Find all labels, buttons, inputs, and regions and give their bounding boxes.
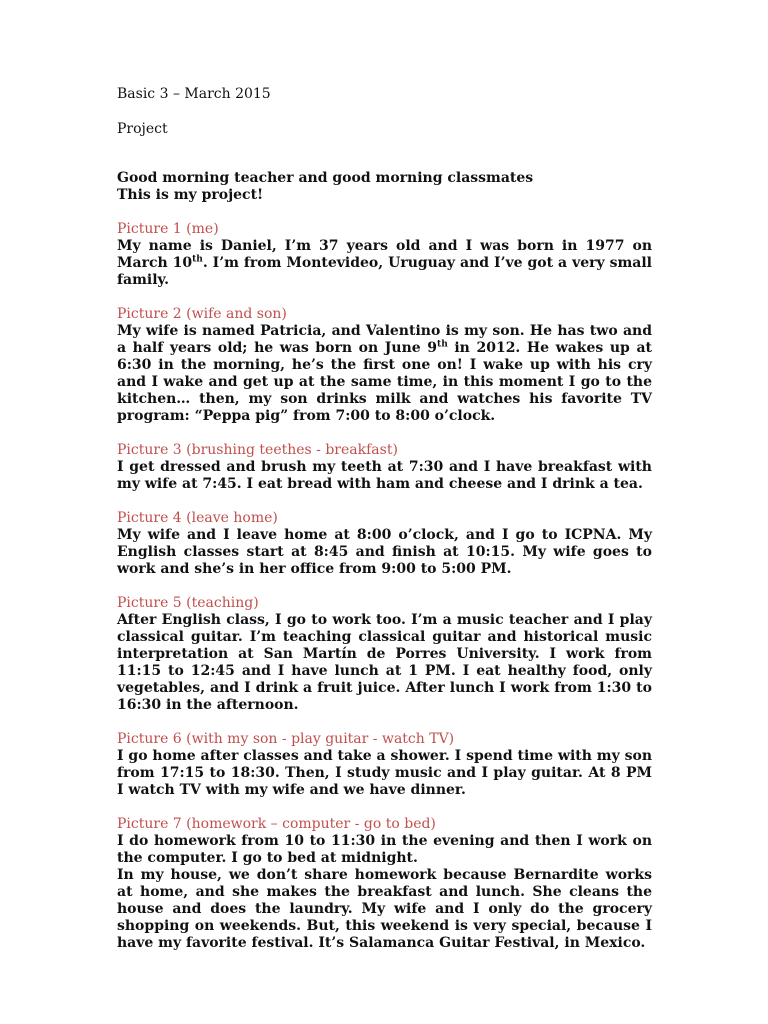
picture-paragraph: I go home after classes and take a shower. I spend time with my son from 17:15 to 18:30. Then, I study music and I play guitar. At 8 PM I watch TV with my wife and we have dinner. [117,748,653,798]
picture-heading: Picture 7 (homework – computer - go to bed) [117,816,436,832]
document-page [117,86,652,952]
picture-paragraph: My wife is named Patricia, and Valentino is my son. He has two and a half years old; he was born on June 9th in 2012. He wakes up at 6:30 in the morning, he’s the first one on! I wake up with his cry and I wake and get up at the same time, in this moment I go to the kitchen… then, my son drinks milk and watches his favorite TV program: “Peppa pig” from 7:00 to 8:00 o’clock. [117,323,652,424]
picture-section-1 [117,221,652,289]
picture-paragraph: After English class, I go to work too. I’m a music teacher and I play classical guitar. I’m teaching classical guitar and historical music interpretation at San Martín de Porres University. I work from 11:15 to 12:45 and I have lunch at 1 PM. I eat healthy food, only vegetables, and I drink a fruit juice. After lunch I work from 1:30 to 16:30 in the afternoon. [117,612,652,713]
course-title: Basic 3 – March 2015 [117,86,271,102]
picture-paragraph: I get dressed and brush my teeth at 7:30 and I have breakfast with my wife at 7:45. I eat bread with ham and cheese and I drink a tea. [117,459,652,492]
picture-heading: Picture 1 (me) [117,221,219,237]
picture-paragraph: I do homework from 10 to 11:30 in the evening and then I work on the computer. I go to bed at midnight. In my house, we don’t share homework because Bernardite works at home, and she makes the breakfast and lunch. She cleans the house and does the laundry. My wife and I only do the grocery shopping on weekends. But, this weekend is very special, because I have my favorite festival. It’s Salamanca Guitar Festival, in Mexico. [117,833,652,951]
picture-section-5 [117,595,652,714]
picture-sections [117,221,652,952]
picture-heading: Picture 2 (wife and son) [117,306,287,322]
picture-heading: Picture 3 (brushing teethes - breakfast) [117,442,398,458]
picture-section-2 [117,306,652,425]
greeting-line-2: This is my project! [117,187,264,203]
picture-heading: Picture 5 (teaching) [117,595,259,611]
picture-paragraph: My name is Daniel, I’m 37 years old and I was born in 1977 on March 10th. I’m from Montevideo, Uruguay and I’ve got a very small family. [117,238,652,288]
project-label: Project [117,121,168,137]
greeting-line-1: Good morning teacher and good morning classmates [117,170,534,186]
picture-heading: Picture 6 (with my son - play guitar - watch TV) [117,731,455,747]
picture-section-3 [117,442,652,493]
picture-section-6 [117,731,652,799]
picture-paragraph: My wife and I leave home at 8:00 o’clock, and I go to ICPNA. My English classes start at 8:45 and finish at 10:15. My wife goes to work and she’s in her office from 9:00 to 5:00 PM. [117,527,652,577]
greeting [117,170,652,204]
picture-section-4 [117,510,652,578]
picture-section-7 [117,816,652,952]
picture-heading: Picture 4 (leave home) [117,510,278,526]
